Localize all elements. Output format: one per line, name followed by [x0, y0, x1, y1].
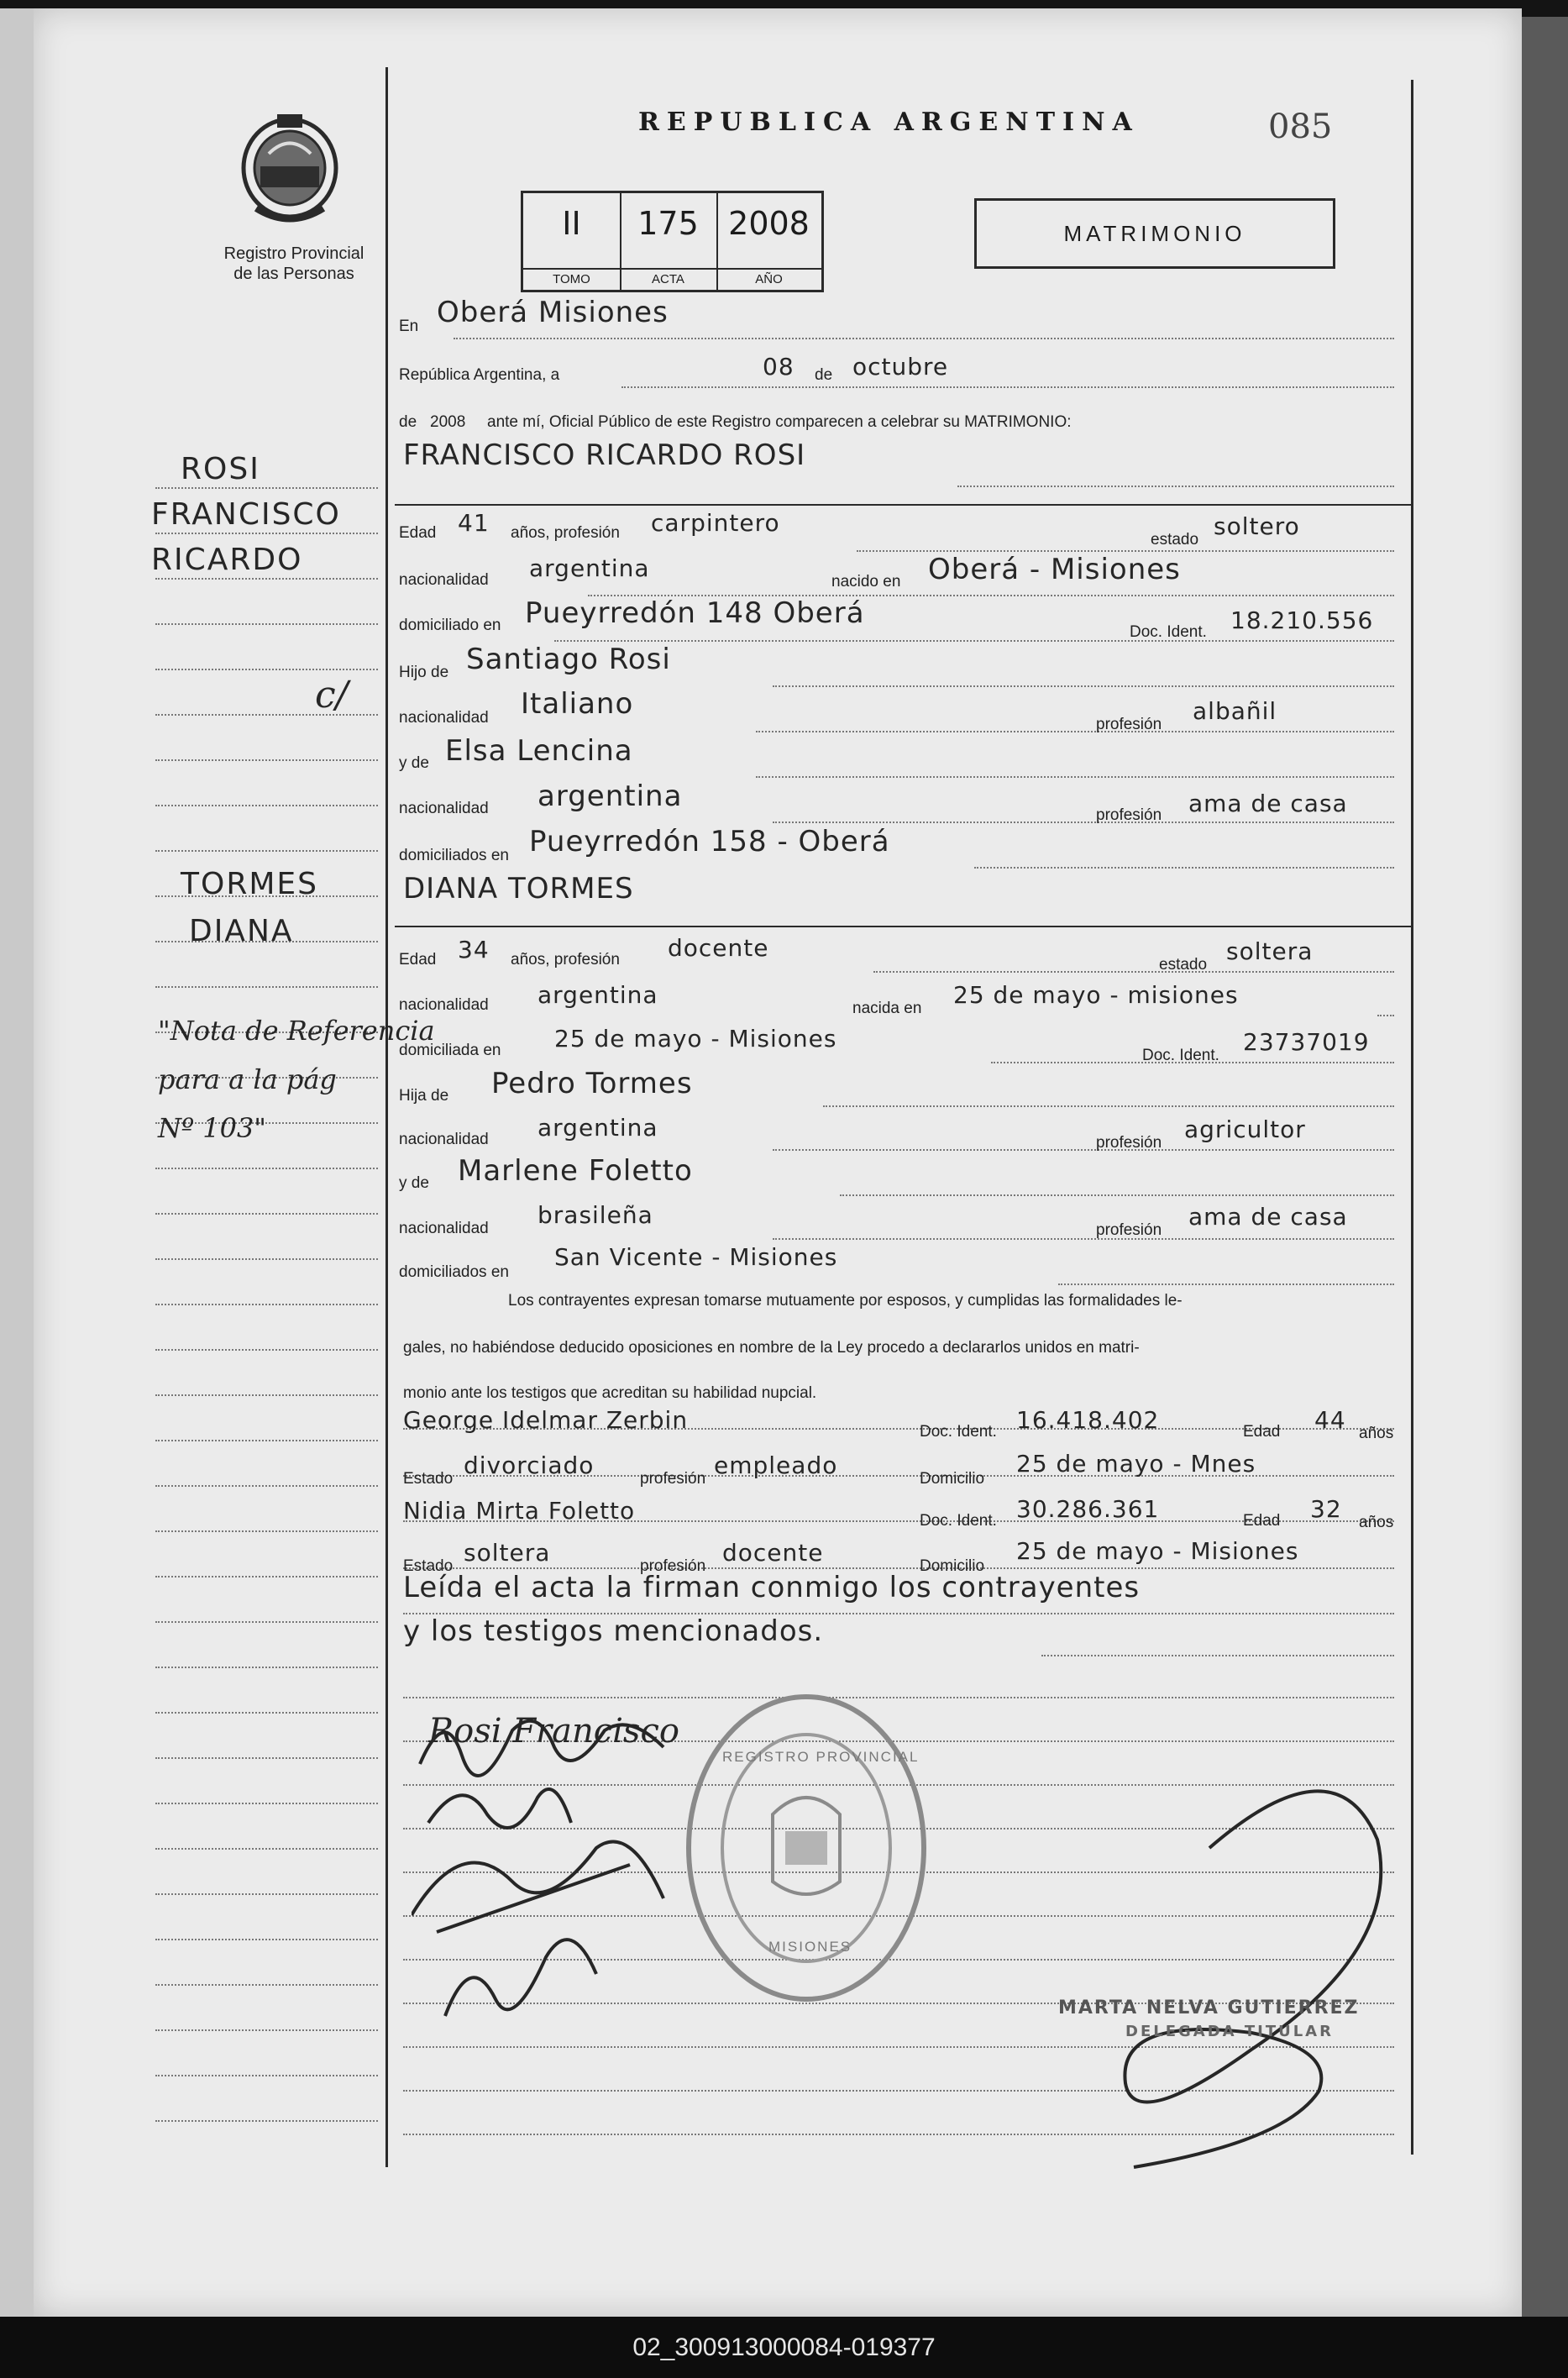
- groom-father-profession: albañil: [1193, 697, 1277, 725]
- month-value: octubre: [852, 353, 949, 381]
- groom-mother: Elsa Lencina: [445, 734, 633, 768]
- margin-rule-line: [155, 1530, 378, 1532]
- groom-yde-label: y de: [399, 754, 429, 772]
- margin-rule-line: [155, 850, 378, 852]
- seal-text-bottom: MISIONES: [768, 1939, 852, 1955]
- margin-rule-line: [155, 623, 378, 625]
- witness1-status: divorciado: [464, 1451, 595, 1479]
- witness1-edad-label: Edad: [1243, 1423, 1281, 1441]
- margin-rule-line: [155, 759, 378, 761]
- margin-rule-line: [155, 1939, 378, 1940]
- bride-edad-label: Edad: [399, 951, 437, 969]
- margin-rule-line: [155, 669, 378, 670]
- scan-filename: 02_300913000084-019377: [632, 2333, 936, 2361]
- republica-label: República Argentina, a: [399, 366, 560, 384]
- declaration-line-1: Los contrayentes expresan tomarse mutuamente por esposos, y cumplidas las formalidades le-: [508, 1292, 1183, 1310]
- margin-rule-line: [155, 1349, 378, 1351]
- bride-father-nat-label: nacionalidad: [399, 1131, 489, 1148]
- groom-mother-nationality: argentina: [538, 780, 683, 813]
- margin-bride-surname: TORMES: [181, 867, 318, 901]
- bride-age: 34: [458, 936, 490, 963]
- groom-birthplace: Oberá - Misiones: [928, 553, 1181, 586]
- witness1-age: 44: [1314, 1406, 1346, 1434]
- certificate-page: [34, 8, 1522, 2317]
- margin-divider: [385, 67, 388, 2167]
- witness2-address: 25 de mayo - Misiones: [1016, 1537, 1299, 1565]
- closing-line-1: Leída el acta la firman conmigo los contrayentes: [403, 1571, 1141, 1604]
- witness1-name: George Idelmar Zerbin: [403, 1406, 689, 1434]
- bride-birthplace: 25 de mayo - misiones: [953, 981, 1239, 1009]
- book-spine: [0, 8, 37, 2317]
- official-stamp-title: DELEGADA TITULAR: [1125, 2023, 1334, 2040]
- margin-rule-line: [155, 1667, 378, 1668]
- margin-rule-line: [155, 533, 378, 534]
- document-type-box: MATRIMONIO: [974, 198, 1335, 269]
- scan-footer: [0, 2317, 1568, 2378]
- margin-rule-line: [155, 1394, 378, 1396]
- margin-note-line-3: Nº 103": [158, 1112, 267, 1144]
- bride-father-profession: agricultor: [1184, 1116, 1306, 1143]
- margin-conjunction: c/: [315, 674, 349, 717]
- margin-rule-line: [155, 1213, 378, 1215]
- en-label: En: [399, 318, 419, 335]
- bride-mother-nationality: brasileña: [538, 1201, 653, 1229]
- provincial-crest-icon: [227, 108, 353, 234]
- groom-status: soltero: [1214, 512, 1300, 540]
- margin-rule-line: [155, 1304, 378, 1305]
- witness2-doc-label: Doc. Ident.: [920, 1512, 997, 1530]
- margin-note-line-2: para a la pág: [158, 1063, 337, 1095]
- registration-box: [521, 191, 824, 292]
- margin-rule-line: [155, 1440, 378, 1441]
- bride-parents-address: San Vicente - Misiones: [554, 1243, 838, 1271]
- margin-rule-line: [155, 1757, 378, 1759]
- groom-doc-label: Doc. Ident.: [1130, 623, 1207, 641]
- witness1-profession: empleado: [714, 1451, 838, 1479]
- groom-age: 41: [458, 509, 490, 537]
- groom-doc: 18.210.556: [1230, 606, 1374, 634]
- bride-address: 25 de mayo - Misiones: [554, 1025, 837, 1053]
- groom-father-nat-label: nacionalidad: [399, 709, 489, 727]
- witness2-estado-label: Estado: [403, 1557, 454, 1575]
- groom-domiciliado-label: domiciliado en: [399, 617, 501, 634]
- bride-profession: docente: [668, 934, 769, 962]
- ante-text: ante mí, Oficial Público de este Registro comparecen a celebrar su MATRIMONIO:: [487, 413, 1072, 431]
- margin-groom-surname: ROSI: [181, 452, 260, 486]
- witness1-domicilio-label: Domicilio: [920, 1470, 985, 1488]
- witness1-address: 25 de mayo - Mnes: [1016, 1450, 1256, 1478]
- margin-groom-firstname: FRANCISCO: [151, 497, 341, 532]
- bride-doc: 23737019: [1243, 1028, 1370, 1056]
- day-value: 08: [763, 353, 794, 381]
- margin-rule-line: [155, 805, 378, 806]
- groom-parents-dom-label: domiciliados en: [399, 847, 509, 864]
- country-title: REPUBLICA ARGENTINA: [638, 108, 1140, 137]
- margin-rule-line: [155, 1621, 378, 1623]
- bride-doc-label: Doc. Ident.: [1142, 1047, 1219, 1064]
- groom-father: Santiago Rosi: [466, 643, 671, 676]
- margin-rule-line: [155, 1984, 378, 1986]
- signature-scribbles: [412, 1697, 1461, 2201]
- groom-profession: carpintero: [651, 509, 780, 537]
- folio-number: 085: [1268, 108, 1333, 146]
- margin-rule-line: [155, 1893, 378, 1895]
- anio-label: AÑO: [716, 268, 821, 290]
- bride-status: soltera: [1226, 937, 1314, 965]
- acta-label: ACTA: [620, 268, 716, 290]
- bride-estado-label: estado: [1159, 956, 1208, 974]
- margin-rule-line: [155, 986, 378, 988]
- margin-rule-line: [155, 1848, 378, 1850]
- margin-rule-line: [155, 2075, 378, 2076]
- margin-rule-line: [155, 487, 378, 489]
- margin-groom-middlename: RICARDO: [151, 543, 303, 577]
- margin-rule-line: [155, 1803, 378, 1804]
- witness2-domicilio-label: Domicilio: [920, 1557, 985, 1575]
- tomo-label: TOMO: [523, 268, 620, 290]
- bride-mother-profession: ama de casa: [1188, 1203, 1348, 1231]
- margin-rule-line: [155, 578, 378, 580]
- bride-father-nationality: argentina: [538, 1114, 658, 1142]
- bride-father-prof-label: profesión: [1096, 1134, 1162, 1152]
- closing-line-2: y los testigos mencionados.: [403, 1614, 824, 1648]
- bride-domiciliada-label: domiciliada en: [399, 1042, 501, 1059]
- de-year-label: de: [399, 413, 417, 431]
- margin-rule-line: [155, 2029, 378, 2031]
- bride-nacida-label: nacida en: [852, 1000, 922, 1017]
- groom-parents-address: Pueyrredón 158 - Oberá: [529, 825, 890, 858]
- witness2-profesion-label: profesión: [640, 1557, 706, 1575]
- year-value: 2008: [430, 413, 466, 431]
- bride-mother-nat-label: nacionalidad: [399, 1220, 489, 1237]
- bride-parents-dom-label: domiciliados en: [399, 1263, 509, 1281]
- witness2-profession: docente: [722, 1539, 824, 1567]
- groom-nationality: argentina: [529, 554, 650, 582]
- declaration-line-3: monio ante los testigos que acreditan su habilidad nupcial.: [403, 1384, 817, 1402]
- groom-father-nationality: Italiano: [521, 687, 634, 721]
- bride-yde-label: y de: [399, 1174, 429, 1192]
- bride-hija-label: Hija de: [399, 1087, 449, 1105]
- witness1-estado-label: Estado: [403, 1470, 454, 1488]
- registry-name: Registro Provincial de las Personas: [223, 244, 364, 283]
- witness2-edad-label: Edad: [1243, 1512, 1281, 1530]
- groom-mother-prof-label: profesión: [1096, 806, 1162, 824]
- witness1-profesion-label: profesión: [640, 1470, 706, 1488]
- bride-anos-profesion-label: años, profesión: [511, 951, 620, 969]
- margin-rule-line: [155, 1485, 378, 1487]
- anio-value: 2008: [728, 205, 810, 242]
- margin-rule-line: [155, 2120, 378, 2122]
- place-value: Oberá Misiones: [437, 296, 669, 329]
- witness2-doc: 30.286.361: [1016, 1495, 1160, 1523]
- margin-note-line-1: "Nota de Referencia: [158, 1015, 435, 1047]
- margin-rule-line: [155, 1712, 378, 1714]
- groom-mother-profession: ama de casa: [1188, 790, 1348, 817]
- witness1-doc: 16.418.402: [1016, 1406, 1160, 1434]
- margin-rule-line: [155, 1576, 378, 1577]
- declaration-line-2: gales, no habiéndose deducido oposiciones en nombre de la Ley procedo a declararlos unidos en matri-: [403, 1339, 1140, 1357]
- groom-estado-label: estado: [1151, 531, 1199, 549]
- groom-mother-nat-label: nacionalidad: [399, 800, 489, 817]
- groom-anos-profesion-label: años, profesión: [511, 524, 620, 542]
- groom-signature: Rosi Francisco: [428, 1712, 679, 1751]
- margin-bride-firstname: DIANA: [189, 914, 294, 948]
- official-stamp-name: MARTA NELVA GUTIERREZ: [1058, 1997, 1360, 2018]
- witness2-name: Nidia Mirta Foletto: [403, 1497, 636, 1525]
- bride-mother: Marlene Foletto: [458, 1154, 693, 1188]
- de-label: de: [815, 366, 833, 384]
- groom-name: FRANCISCO RICARDO ROSI: [403, 438, 806, 472]
- groom-address: Pueyrredón 148 Oberá: [525, 596, 865, 630]
- acta-value: 175: [637, 205, 699, 242]
- margin-rule-line: [155, 1258, 378, 1260]
- book-edge: [1522, 17, 1568, 2317]
- tomo-value: II: [562, 205, 581, 242]
- bride-father: Pedro Tormes: [491, 1067, 693, 1100]
- seal-text-top: REGISTRO PROVINCIAL: [722, 1749, 920, 1765]
- bride-nationality: argentina: [538, 981, 658, 1009]
- witness2-age: 32: [1310, 1495, 1342, 1523]
- bride-nacionalidad-label: nacionalidad: [399, 996, 489, 1014]
- groom-father-prof-label: profesión: [1096, 716, 1162, 733]
- groom-nacionalidad-label: nacionalidad: [399, 571, 489, 589]
- bride-name: DIANA TORMES: [403, 872, 634, 906]
- groom-edad-label: Edad: [399, 524, 437, 542]
- groom-hijo-label: Hijo de: [399, 664, 449, 681]
- witness1-anos-label: años: [1359, 1425, 1394, 1442]
- witness2-status: soltera: [464, 1539, 551, 1567]
- groom-nacido-label: nacido en: [831, 573, 901, 591]
- bride-mother-prof-label: profesión: [1096, 1221, 1162, 1239]
- witness2-anos-label: años: [1359, 1514, 1394, 1531]
- witness1-doc-label: Doc. Ident.: [920, 1423, 997, 1441]
- margin-rule-line: [155, 1168, 378, 1169]
